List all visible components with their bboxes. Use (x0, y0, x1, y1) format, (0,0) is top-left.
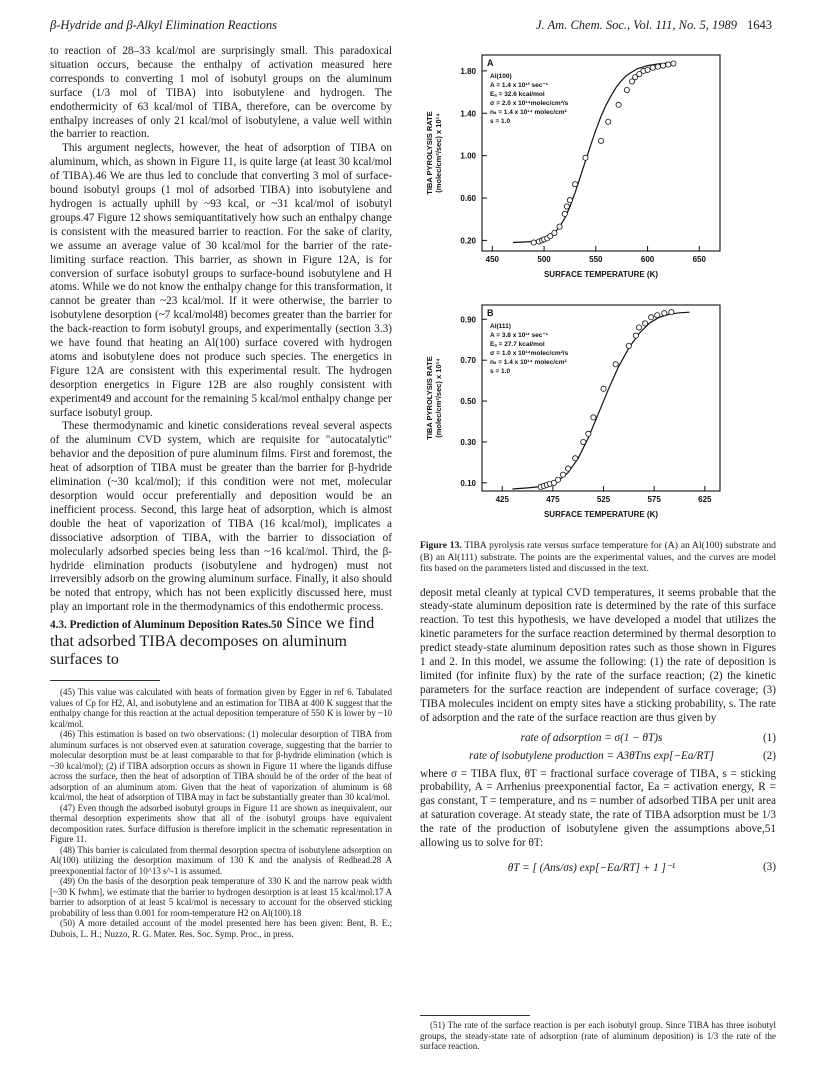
x-tick-label: 450 (485, 255, 500, 264)
equation-2-body: rate of isobutylene production = A3θTns exp[−Ea/RT] (469, 749, 714, 762)
x-tick-label: 625 (698, 495, 712, 504)
figure-caption (420, 540, 776, 575)
footnote-rule-right (420, 1015, 530, 1016)
y-tick-label: 0.60 (460, 194, 476, 204)
y-axis-label: TIBA PYROLYSIS RATE (425, 356, 434, 440)
legend-entry: nₛ = 1.4 x 10¹⁴ molec/cm² (490, 109, 567, 116)
data-point (573, 182, 578, 187)
y-tick-label: 1.40 (460, 109, 476, 119)
data-point (555, 477, 560, 482)
legend-entry: A = 3.8 x 10¹¹ sec⁻¹ (490, 332, 548, 339)
equation-3 (420, 861, 776, 874)
footnote-50: (50) A more detailed account of the model presented here has been given: Bent, B. E.; Dubois, L. H.; Nuzzo, R. G. Mater. Res. Soc. Symp. Proc., in press. (50, 918, 392, 939)
legend-entry: s = 1.0 (490, 368, 511, 375)
chart-panel-a (420, 45, 776, 290)
data-point (564, 204, 569, 209)
data-point (573, 456, 578, 461)
data-point (636, 325, 641, 330)
data-point (552, 230, 557, 235)
equation-2 (420, 750, 776, 762)
panel-label: A (487, 58, 494, 68)
data-point (601, 386, 606, 391)
data-point (642, 321, 647, 326)
x-tick-label: 600 (640, 255, 655, 264)
running-header-title: β-Hydride and β-Alkyl Elimination Reactions (50, 18, 277, 32)
data-point (666, 62, 671, 67)
x-tick-label: 525 (596, 495, 611, 504)
x-tick-label: 575 (647, 495, 661, 504)
x-tick-label: 650 (692, 255, 706, 264)
data-point (624, 87, 629, 92)
y-tick-label: 1.80 (460, 66, 476, 76)
left-column (50, 45, 392, 685)
y-tick-label: 0.50 (460, 397, 476, 407)
y-tick-label: 0.10 (460, 478, 476, 488)
data-point (557, 224, 562, 229)
data-point (565, 466, 570, 471)
data-point (613, 362, 618, 367)
legend-entry: s = 1.0 (490, 118, 511, 125)
section-heading: 4.3. Prediction of Aluminum Deposition Rates.50 (50, 619, 283, 632)
data-point (591, 415, 596, 420)
legend-entry: σ = 1.0 x 10¹⁴molec/cm²/s (490, 350, 569, 357)
x-tick-label: 500 (537, 255, 551, 264)
page-number: 1643 (747, 18, 772, 32)
data-point (606, 119, 611, 124)
data-point (583, 155, 588, 160)
equation-3-number: (3) (762, 861, 776, 873)
footnote-rule (50, 680, 160, 681)
model-curve (513, 63, 673, 243)
equation-3-body: θT = [ (Ans/σs) exp[−Ea/RT] + 1 ]⁻¹ (507, 862, 676, 874)
legend-entry: A = 1.4 x 10¹³ sec⁻¹ (490, 82, 548, 89)
footnotes-left (50, 687, 392, 939)
data-point (650, 65, 655, 70)
footnote-45: (45) This value was calculated with heats of formation given by Egger in ref 6. Tabulated values of Cp for H2, Al, and isobutylene and an estimation for TIBA at 400 K suggest that the enthalpy change for this reaction at the actual deposition temperature of 550 K is lower by ~10 kcal/mol. (50, 687, 392, 729)
legend-entry: Al(100) (490, 73, 512, 80)
data-point (671, 61, 676, 66)
footnote-46: (46) This estimation is based on two observations: (1) molecular desorption of TIBA from aluminum surfaces is not observed even at saturation coverage, suggesting that the barrier to molecular desorption must be at least comparable to that for β-hydride elimination (which is ~30 kcal/mol); (2) if TIBA adsorption occurs as shown in Figure 11 where the ligands diffuse across the surface, then the heat of adsorption of TIBA should be of the order of the heat of adsorption of an aluminum atom. Given that the heat of vaporization of aluminum is 68 kcal/mol, the heat of adsorption of TIBA may in fact be substantially greater than 30 kcal/mol. (50, 729, 392, 802)
equation-2-number: (2) (762, 749, 776, 762)
x-axis-label: SURFACE TEMPERATURE (K) (543, 510, 659, 519)
y-tick-label: 0.70 (460, 356, 476, 366)
x-tick-label: 475 (546, 495, 560, 504)
data-point (655, 313, 660, 318)
footnote-48: (48) This barrier is calculated from thermal desorption spectra of isobutylene adsorption on Al(100) utilizing the desorption maximum of 130 K and the analysis of Redhead.28 A preexponential factor of 10^13 s^-1 is assumed. (50, 844, 392, 876)
data-point (560, 472, 565, 477)
data-point (586, 431, 591, 436)
data-point (645, 67, 650, 72)
right-paragraph-1: deposit metal cleanly at typical CVD temperatures, it seems probable that the steady-state aluminum deposition rate is determined by the rate of this surface reaction. To test this hypothesis, we have developed a model that utilizes the kinetic parameters for the surface reaction determined by thermal desorption to predict steady-state aluminum deposition rates such as those shown in Figures 1 and 2. In this model, we assume the following: (1) the rate of deposition is limited (for infinite flux) by the rate of the surface reaction; (2) the kinetic parameters for the surface reaction are independent of surface coverage; (3) TIBA molecules incident on empty sites have a sticking probability, s. The rate of adsorption and the rate of the surface reaction are thus given by (420, 586, 776, 724)
y-axis-label-units: (molec/cm²/sec) x 10¹⁴ (434, 358, 443, 438)
x-tick-label: 550 (589, 255, 603, 264)
paragraph-2: This argument neglects, however, the heat of adsorption of TIBA on aluminum, which, as shown in Figure 11, is quite large (at least 30 kcal/mol of TIBA).46 We are thus led to conclude that converting 3 mol of surface-bound isobutyl groups (1 mol of adsorbed TIBA) into isobutylene and hydrogen is actually uphill by ~93 kcal, or ~31 kcal/mol of isobutyl groups.47 Figure 12 shows semiquantitatively how such an enthalpy change is consistent with the measured barrier to reaction. For the sake of clarity, we assume an average value of 30 kcal/mol for the barrier of the rate-limiting surface reaction. This barrier, as shown in Figure 12A, is for conversion of surface isobutyl groups to surface-bound isobutylene and H atoms. While we do not know the enthalpy change for this transformation, it cannot be greater than ~23 kcal/mol. If it were otherwise, the barrier to isobutylene desorption (~7 kcal/mol48) becomes greater than the barrier for the back-reaction to form isobutyl groups, and experimentally (section 3.3) we have found that heating an Al(100) surface covered with hydrogen atoms and isobutylene does not produce such species. The energetics in Figure 12A are consistent with this experimental result. The hydrogen desorption energetics in Figure 12B are also roughly consistent with experiment49 and account for the remaining 5 kcal/mol enthalpy change per surface isobutyl group. (50, 142, 392, 419)
data-point (626, 343, 631, 348)
footnote-47: (47) Even though the adsorbed isobutyl groups in Figure 11 are shown as inequivalent, our thermal desorption experiments show that all of the isobutyl groups have equivalent decomposition rates. Surface diffusion is therefore implicit in the schematic representation in Figure 11. (50, 802, 392, 844)
data-point (633, 333, 638, 338)
right-column (420, 45, 776, 880)
data-point (616, 102, 621, 107)
figure-caption-text: TIBA pyrolysis rate versus surface temperature for (A) an Al(100) substrate and (B) an Al(111) substrate. The points are the experimental values, and the curves are model fits based on the parameters listed and discussed in the text. (420, 540, 776, 574)
y-axis-label: TIBA PYROLYSIS RATE (425, 111, 434, 195)
data-point (567, 198, 572, 203)
data-point (660, 63, 665, 68)
y-tick-label: 0.30 (460, 437, 476, 447)
data-point (581, 439, 586, 444)
y-tick-label: 0.20 (460, 236, 476, 246)
data-point (669, 310, 674, 315)
right-paragraph-2: where σ = TIBA flux, θT = fractional surface coverage of TIBA, s = sticking probability, A = Arrhenius preexponential factor, Ea = activation energy, R = gas constant, T = temperature, and ns = number of adsorbed TIBA per unit area at saturation coverage. At steady state, the rate of TIBA adsorption must be 1/3 the rate of the production of isobutylene given the assumptions above,51 allowing us to solve for θT: (420, 767, 776, 850)
y-tick-label: 0.90 (460, 315, 476, 325)
data-point (649, 315, 654, 320)
running-header-journal (536, 18, 772, 33)
data-point (562, 211, 567, 216)
legend-entry: nₛ = 1.4 x 10¹⁴ molec/cm² (490, 359, 567, 366)
footnote-51: (51) The rate of the surface reaction is per each isobutyl group. Since TIBA has three isobutyl groups, the steady-state rate of adsorption (rate of aluminum deposition) is 1/3 the rate of the surface reaction. (420, 1020, 776, 1051)
y-axis-label-units: (molec/cm²/sec) x 10¹⁴ (434, 113, 443, 193)
data-point (662, 311, 667, 316)
y-tick-label: 1.00 (460, 151, 476, 161)
footnotes-right (420, 1020, 776, 1052)
panel-label: B (487, 308, 494, 318)
footnote-49: (49) On the basis of the desorption peak temperature of 330 K and the narrow peak width [~30 K fwhm], we estimate that the barrier to hydrogen desorption is at least 15 kcal/mol.17 A barrier to adsorption of at least 5 kcal/mol is necessary to account for the observed sticking probability of less than 0.001 for room-temperature H2 on Al(100).18 (50, 876, 392, 918)
paragraph-1: to reaction of 28–33 kcal/mol are surprisingly small. This paradoxical situation occurs, because the enthalpy of activation measured here corresponds to converting 1 mol of isobutyl groups on the aluminum surface (1/3 mol of TIBA) into isobutylene and hydrogen. The endothermicity of 63 kcal/mol of TIBA, therefore, can be overcome by enthalpy increases of only 21 kcal/mol of isobutylene, a value well within the barrier to reaction. (50, 45, 392, 141)
data-point (531, 240, 536, 245)
data-point (598, 138, 603, 143)
figure-label: Figure 13. (420, 540, 462, 551)
chart-panel-b (420, 299, 776, 531)
legend-entry: Al(111) (490, 323, 511, 330)
equation-1-number: (1) (762, 731, 776, 744)
equation-1-body: rate of adsorption = σ(1 − θT)s (520, 731, 663, 744)
x-axis-label: SURFACE TEMPERATURE (K) (543, 270, 659, 279)
legend-entry: σ = 2.0 x 10¹⁴molec/cm²/s (490, 100, 569, 107)
equation-1 (420, 732, 776, 744)
data-point (655, 64, 660, 69)
section-text: Since we find that adsorbed TIBA decomposes on aluminum surfaces to (50, 615, 375, 669)
journal-citation: J. Am. Chem. Soc., Vol. 111, No. 5, 1989 (535, 18, 737, 32)
legend-entry: Eₐ = 32.6 kcal/mol (490, 91, 545, 98)
x-tick-label: 425 (495, 495, 509, 504)
paragraph-3: These thermodynamic and kinetic considerations reveal several aspects of the aluminum CVD system, which are requisite for "autocatalytic" behavior and the deposition of pure aluminum films. First and foremost, the heat of adsorption of TIBA must be greater than the barrier for β-hydride elimination (~30 kcal/mol); if this condition were not met, molecular desorption would occur preferentially and deposition would be an inefficient process. Second, this large heat of adsorption, which is almost double the heat of vaporization of TIBA (16 kcal/mol), implicates a dissociative adsorption of TIBA, with the barrier to dissociation of molecularly adsorbed species being less than ~16 kcal/mol. Third, the β-hydride elimination products (isobutylene and hydrogen) must not irreversibly adsorb on the growing aluminum surface. Finally, it also should be noted that entropy, which has not been explicitly discussed here, must play an important role in the thermodynamics of this endothermic process. (50, 420, 392, 614)
legend-entry: Eₐ = 27.7 kcal/mol (490, 341, 545, 348)
